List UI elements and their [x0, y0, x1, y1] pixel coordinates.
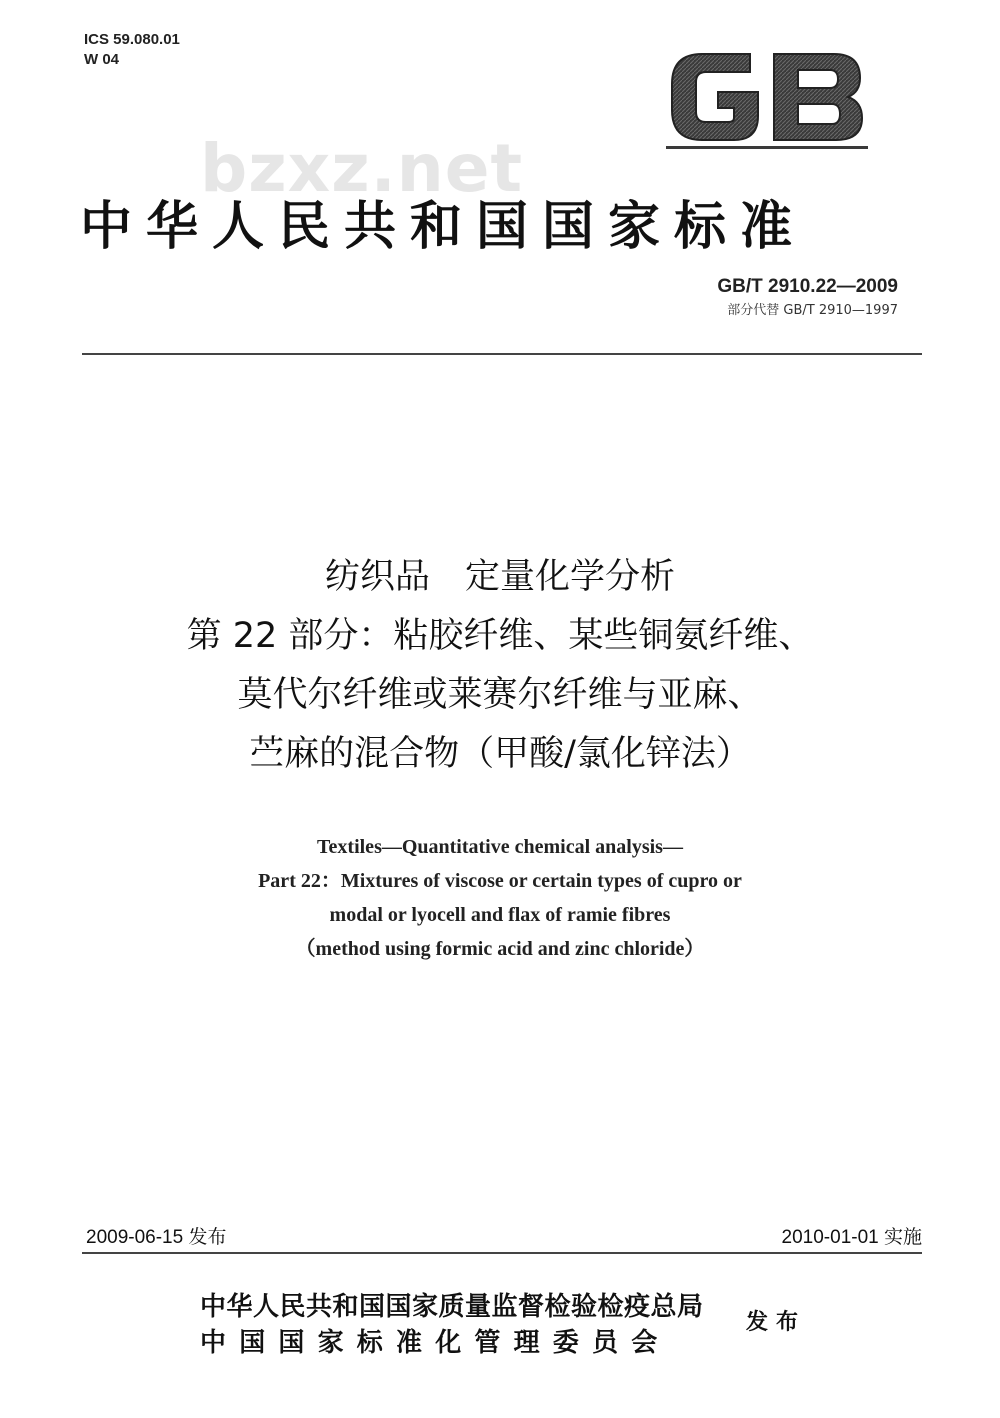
- chinese-title-line-4: 苎麻的混合物（甲酸/氯化锌法）: [249, 734, 751, 774]
- issuer-sac: 中国国家标准化管理委员会: [200, 1328, 671, 1358]
- ics-code: ICS 59.080.01: [84, 31, 180, 48]
- watermark-text: bzxz.net: [200, 130, 524, 207]
- chinese-title-line-2: 第 22 部分：粘胶纤维、某些铜氨纤维、: [186, 616, 814, 656]
- classification-codes: [84, 30, 180, 70]
- chinese-title-line-3: 莫代尔纤维或莱赛尔纤维与亚麻、: [237, 675, 763, 715]
- national-standard-title: 中华人民共和国国家标准: [80, 196, 807, 257]
- chinese-title-line-1: 纺织品 定量化学分析: [324, 557, 675, 597]
- implementation-date: 2010-01-01 实施: [781, 1227, 922, 1248]
- english-title-line-3: modal or lyocell and flax of ramie fibres: [329, 904, 671, 926]
- english-title-line-2: Part 22：Mixtures of viscose or certain types of cupro or: [258, 870, 742, 892]
- top-divider: [82, 353, 922, 355]
- replaces-note: 部分代替 GB/T 2910—1997: [727, 303, 898, 318]
- bottom-divider: [82, 1252, 922, 1254]
- issue-date: 2009-06-15 发布: [86, 1227, 227, 1248]
- english-title-line-4: （method using formic acid and zinc chloride）: [295, 938, 705, 960]
- english-title-line-1: Textiles—Quantitative chemical analysis—: [317, 836, 683, 858]
- ccs-code: W 04: [84, 51, 120, 68]
- issuer-aqsiq: 中华人民共和国国家质量监督检验检疫总局: [200, 1292, 704, 1322]
- publish-label: 发布: [746, 1309, 807, 1335]
- gb-logo-icon: [662, 40, 872, 152]
- standard-number: GB/T 2910.22—2009: [717, 276, 898, 297]
